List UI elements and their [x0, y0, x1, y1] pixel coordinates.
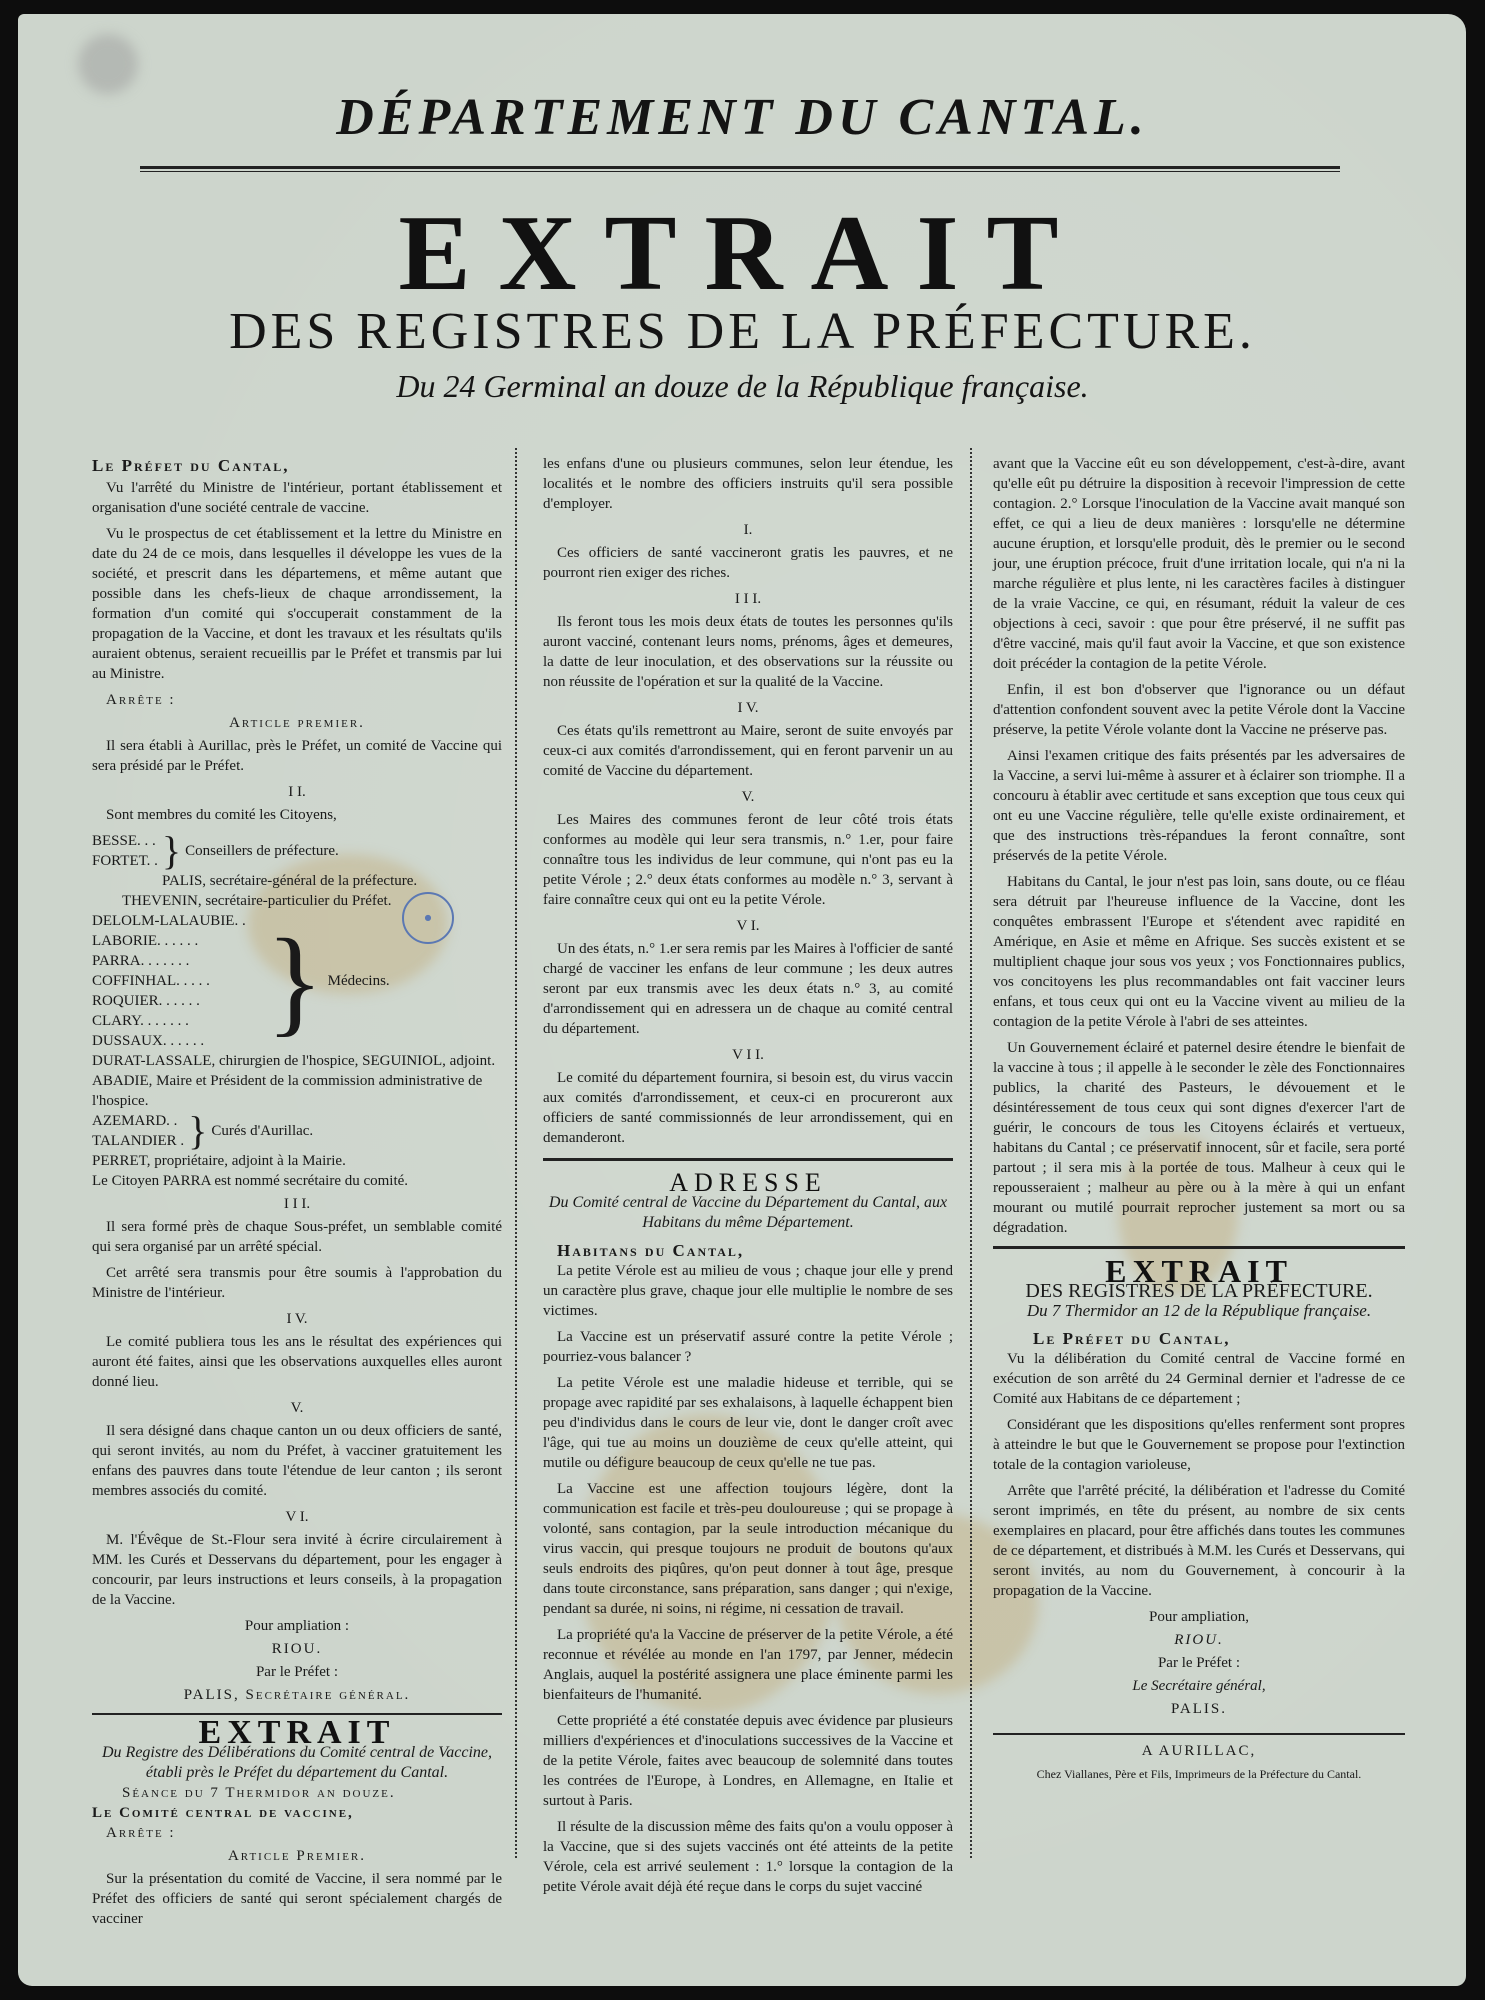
paragraph: Ils feront tous les mois deux états de toutes les personnes qu'ils auront vacciné, contenant leurs noms, prénoms, âges et demeures, la datte de leur inoculation, et des observations sur la réussite ou non réussite de l'opération et sur la qualité de la Vaccine. — [543, 614, 953, 690]
member-name: AZEMARD. . — [92, 1113, 178, 1129]
member-name: CLARY. . . . . . . — [92, 1013, 189, 1029]
adresse-title: ADRESSE — [669, 1168, 827, 1197]
article-heading: Article Premier. — [227, 1848, 367, 1864]
group-label: Curés d'Aurillac. — [211, 1123, 314, 1139]
article-heading: I I I. — [734, 591, 762, 607]
paragraph: Un des états, n.° 1.er sera remis par les Maires à l'officier de santé chargé de vacciner les enfans de leur commune ; les deux autres seront par eux transmis avec les deux états n.° 3, au comité d'arrondissement qui en adressera un de chaque au comité central du département. — [543, 941, 953, 1037]
right-column — [993, 454, 1405, 1787]
paragraph: Il résulte de la discussion même des faits qu'on a voulu opposer à la Vaccine, que si des sujets vaccinés ont été atteints de la petite Vérole, cela est arrivé seulement : 1.° lorsque la contagion de la petite Vérole avait déjà été reçue dans le corps du sujet vacciné — [543, 1819, 953, 1895]
prefet-opening: Le Préfet du Cantal, — [92, 456, 290, 475]
paragraph: Un Gouvernement éclairé et paternel desire étendre le bienfait de la vaccine à tous ; il appelle à le seconder le zèle des Fonctionnaires publics, la charité des Pasteurs, le dévouement et le désintéressement de tous ceux qui sont dignes d'exercer l'art de guérir, le concours de tous les Citoyens éclairés et vertueux, habitans du Cantal ; ce préservatif innocent, sûr et facile, sera porté partout ; il sera mis à la portée de tous. Malheur à ceux qui le repousseraient ; malheur au père ou à la mère à qui un enfant mourant ou mutilé pourrait reprocher justement sa mort ou sa dégradation. — [993, 1040, 1405, 1236]
article-heading: V. — [741, 789, 755, 805]
habitans-heading: Habitans du Cantal, — [557, 1241, 745, 1260]
library-stamp: ● — [402, 892, 454, 944]
imprint-printer: Chez Viallanes, Père et Fils, Imprimeurs de la Préfecture du Cantal. — [1036, 1767, 1362, 1781]
article-heading: V I I. — [732, 1047, 764, 1063]
paragraph: M. l'Évêque de St.-Flour sera invité à écrire circulairement à MM. les Curés et Desservans du département, pour les engager à concourir, par leurs instructions et leurs conseils, à la propagation de la Vaccine. — [92, 1532, 502, 1608]
paragraph: Le comité publiera tous les ans le résultat des expériences qui auront été faites, ainsi que les observations auxquelles elles auront donné lieu. — [92, 1334, 502, 1390]
member-name: BESSE. . . — [92, 833, 156, 849]
page-title: EXTRAIT — [398, 194, 1087, 313]
paragraph: Enfin, il est bon d'observer que l'ignorance ou un défaut d'attention confondent souvent avec la petite Vérole dont la Vaccine préserve, la petite Vérole volante dont la Vaccine ne préserve pas. — [993, 682, 1405, 738]
member-line: DURAT-LASSALE, chirurgien de l'hospice, SEGUINIOL, adjoint. — [92, 1053, 496, 1069]
member-name: DELOLM-LALAUBIE. . — [92, 913, 246, 929]
brace: } — [266, 914, 324, 1047]
section-rule — [993, 1733, 1405, 1735]
middle-column — [543, 454, 953, 1903]
prefet-opening: Le Préfet du Cantal, — [1033, 1329, 1231, 1348]
paragraph: Vu l'arrêté du Ministre de l'intérieur, portant établissement et organisation d'une société centrale de vaccine. — [92, 480, 502, 516]
article-heading: I V. — [737, 700, 759, 716]
ampliation: Pour ampliation : — [244, 1618, 350, 1634]
signature-palis: PALIS. — [1170, 1701, 1228, 1717]
paragraph: Il sera désigné dans chaque canton un ou deux officiers de santé, qui seront invités, au nom du Préfet, à vacciner gratuitement les enfans des pauvres dans toute l'étendue de leur canton ; ils seront membres associés du comité. — [92, 1423, 502, 1499]
paragraph: Considérant que les dispositions qu'elles renferment sont propres à atteindre le but que le Gouvernement se propose pour l'extinction totale de la contagion varioleuse, — [993, 1417, 1405, 1473]
section-subtitle: Du Registre des Délibérations du Comité central de Vaccine, établi près le Préfet du département du Cantal. — [102, 1744, 492, 1781]
article-heading: I I I. — [283, 1196, 311, 1212]
paragraph: Ces officiers de santé vaccineront gratis les pauvres, et ne pourront rien exiger des riches. — [543, 545, 953, 581]
paragraph: Les Maires des communes feront de leur côté trois états conformes au modèle qui leur sera transmis, n.° 1.er, pour faire connaître tous les individus de leur commune, qui n'ont pas eu la petite Vérole ; 2.° deux états conformes au modèle n.° 3, servant à faire connaître ceux qui ont eu la petite Vérole. — [543, 812, 953, 908]
conseillers-group — [92, 828, 502, 873]
section-subtitle: DES REGISTRES DE LA PRÉFECTURE. — [1025, 1280, 1373, 1302]
par-le-prefet: Par le Préfet : — [255, 1664, 339, 1680]
member-name: PARRA. . . . . . . — [92, 953, 190, 969]
member-name: FORTET. . — [92, 853, 158, 869]
imprint-city: A AURILLAC, — [1141, 1743, 1257, 1759]
paragraph: Sont membres du comité les Citoyens, — [106, 807, 337, 823]
member-line: THEVENIN, secrétaire-particulier du Préfet. — [122, 893, 392, 909]
ampliation: Pour ampliation, — [1149, 1609, 1249, 1625]
paragraph: Cette propriété a été constatée depuis avec évidence par plusieurs milliers d'expériences et d'inoculations successives de la Vaccine et de la petite Vérole, faites avec beaucoup de solemnité dans toutes les contrées de l'Europe, à Londres, en Allemagne, en Italie et surtout à Paris. — [543, 1713, 953, 1809]
paragraph: Il sera formé près de chaque Sous-préfet, un semblable comité qui sera organisé par un arrêté spécial. — [92, 1219, 502, 1255]
signature-riou: RIOU. — [1174, 1632, 1224, 1648]
article-heading: I I. — [288, 784, 306, 800]
signature-riou: RIOU. — [271, 1641, 323, 1657]
secretaire-general: Le Secrétaire général, — [1132, 1678, 1266, 1694]
arrete-label: Arrête : — [106, 1825, 176, 1841]
group-label: Médecins. — [327, 973, 390, 989]
article-heading: I V. — [286, 1311, 308, 1327]
section-title: EXTRAIT — [198, 1714, 396, 1751]
section-date: Du 7 Thermidor an 12 de la République française. — [1026, 1301, 1372, 1320]
paragraph: La Vaccine est un préservatif assuré contre la petite Vérole ; pourriez-vous balancer ? — [543, 1329, 953, 1365]
member-line: PERRET, propriétaire, adjoint à la Mairie. — [92, 1153, 346, 1169]
heading-rule — [140, 166, 1340, 172]
section-rule — [993, 1246, 1405, 1249]
paragraph: La petite Vérole est au milieu de vous ; chaque jour elle y prend un caractère plus grave, chaque jour elle multiplie le nombre de ses victimes. — [543, 1263, 953, 1319]
signature-palis: PALIS, Secrétaire général. — [183, 1687, 411, 1703]
paragraph: Vu le prospectus de cet établissement et la lettre du Ministre en date du 24 de ce mois, dans lesquelles il développe les vues de la société, et prescrit dans les départemens, et même autant que possible dans les chefs-lieux de chaque arrondissement, la formation d'un comité qui s'occuperait constamment de la propagation de la Vaccine, et dont les travaux et les résultats qu'ils auraient obtenus, seraient recueillis par le Préfet et transmis par lui au Ministre. — [92, 526, 502, 682]
member-name: COFFINHAL. . . . . — [92, 973, 210, 989]
article-heading: I. — [743, 522, 753, 538]
paragraph: Sur la présentation du comité de Vaccine, il sera nommé par le Préfet des officiers de santé qui seront spécialement chargés de vacciner — [92, 1871, 502, 1927]
paragraph: les enfans d'une ou plusieurs communes, selon leur étendue, les localités et le nombre des officiers instruits qu'il sera possible d'employer. — [543, 456, 953, 512]
brace: } — [188, 1108, 208, 1153]
paragraph: La Vaccine est une affection toujours légère, dont la communication est facile et très-peu douloureuse ; qui se propage à volonté, sans contagion, par la seule introduction mécanique du virus vaccin, qui presque toujours ne produit de boutons qu'aux seuls endroits des piqûres, qu'on peut donner à tout âge, presque dans toute circonstance, sans préparation, sans danger ; qui n'exige, pendant sa durée, ni soins, ni régime, ni cessation de travail. — [543, 1481, 953, 1617]
paragraph: La petite Vérole est une maladie hideuse et terrible, qui se propage avec rapidité par ses exhalaisons, à laquelle échappent bien peu d'individus dans le cours de leur vie, dont le danger croît avec l'âge, qui tue au moins un douzième de ceux qu'elle atteint, qui mutile ou défigure beaucoup de ceux qu'elle ne tue pas. — [543, 1375, 953, 1471]
paragraph: Habitans du Cantal, le jour n'est pas loin, sans doute, ou ce fléau sera détruit par l'heureuse influence de la Vaccine, dont les conquêtes embrassent l'Europe et s'étendent avec rapidité en Amérique, en Asie et même en Afrique. Ses succès existent et se multiplient chaque jour sous vos yeux ; vos Fonctionnaires publics, vos concitoyens les plus recommandables ont fait vacciner leurs enfans, et tous ceux qui ont eu la Vaccine vivent au milieu de la contagion de la petite Vérole à l'abri de ses atteintes. — [993, 874, 1405, 1030]
section-title: EXTRAIT — [1105, 1253, 1293, 1289]
paragraph: Ces états qu'ils remettront au Maire, seront de suite envoyés par ceux-ci aux comités d'arrondissement, qui en feront parvenir un au comité de Vaccine du département. — [543, 723, 953, 779]
member-line: PALIS, secrétaire-général de la préfecture. — [162, 873, 418, 889]
article-heading: V I. — [736, 918, 760, 934]
section-rule — [543, 1158, 953, 1161]
article-heading: V I. — [285, 1509, 309, 1525]
column-divider-left — [515, 448, 517, 1858]
paragraph: La propriété qu'a la Vaccine de préserver de la petite Vérole, a été reconnue et révélée au monde en l'an 1797, par Jenner, médecin Anglais, auquel la postérité assignera une place éminente parmi les bienfaiteurs de l'humanité. — [543, 1627, 953, 1703]
group-label: Conseillers de préfecture. — [185, 843, 339, 859]
paragraph: Arrête que l'arrêté précité, la délibération et l'adresse du Comité seront imprimés, en tête du présent, au nombre de six cents exemplaires en placard, pour être affichés dans toutes les communes de ce département, et distribués à M.M. les Curés et Desservans, qui seront invités, au nom du Gouvernement, à concourir à la propagation de la Vaccine. — [993, 1483, 1405, 1599]
article-heading: Article premier. — [229, 715, 365, 731]
brace: } — [161, 828, 182, 873]
left-column — [92, 456, 502, 1935]
adresse-subtitle: Du Comité central de Vaccine du Département du Cantal, aux Habitans du même Département. — [548, 1194, 948, 1231]
paragraph: avant que la Vaccine eût eu son développement, c'est-à-dire, avant qu'elle eût pu détruire la disposition à recevoir l'impression de cette contagion. 2.° Lorsque l'inoculation de la Vaccine avait manqué son effet, ce qui a lieu de deux manières : lorsqu'elle ne détermine aucune éruption, et lorsqu'elle produit, dès le premier ou le second jour, une éruption précoce, fruit d'une irritation locale, qui n'a ni la marche régulière et plus lente, ni les caractères faciles à distinguer de la vraie Vaccine, ce qui, en résumant, réduit la valeur de ces objections à ceci, savoir : que pour être préservé, il ne suffit pas d'être vacciné, mais qu'il faut avoir la Vaccine, et que son existence doit précéder la contagion de la petite Vérole. — [993, 456, 1405, 672]
cures-group — [92, 1108, 502, 1153]
department-heading: DÉPARTEMENT DU CANTAL. — [336, 89, 1149, 146]
member-name: DUSSAUX. . . . . . — [92, 1033, 205, 1049]
paragraph: Cet arrêté sera transmis pour être soumis à l'approbation du Ministre de l'intérieur. — [92, 1265, 502, 1301]
member-name: TALANDIER . — [92, 1133, 185, 1149]
comite-heading: Le Comité central de vaccine, — [92, 1805, 354, 1821]
section-rule — [92, 1713, 502, 1715]
page-subtitle: DES REGISTRES DE LA PRÉFECTURE. — [229, 303, 1256, 360]
paragraph: Vu la délibération du Comité central de Vaccine formé en exécution de son arrêté du 24 Germinal dernier et l'adresse de ce Comité aux Habitans de ce département ; — [993, 1351, 1405, 1407]
seance-date: Séance du 7 Thermidor an douze. — [122, 1785, 396, 1801]
par-le-prefet: Par le Préfet : — [1157, 1655, 1241, 1671]
member-name: ROQUIER. . . . . . — [92, 993, 200, 1009]
page-date: Du 24 Germinal an douze de la République française. — [396, 368, 1089, 404]
arrete-label: Arrête : — [106, 692, 176, 708]
column-divider-right — [970, 448, 972, 1858]
paragraph: Il sera établi à Aurillac, près le Préfet, un comité de Vaccine qui sera présidé par le Préfet. — [92, 738, 502, 774]
member-name: LABORIE. . . . . . — [92, 933, 199, 949]
member-line: Le Citoyen PARRA est nommé secrétaire du comité. — [92, 1173, 409, 1189]
paragraph: Ainsi l'examen critique des faits présentés par les adversaires de la Vaccine, a servi lui-même à assurer et à éclairer son triomphe. Il a concouru à établir avec certitude et sans exception que tous ceux qui ont eu une Vaccine régulière, telle qu'elle existe ordinairement, et que des instructions très-répandues la feront connaître, sont préservés de la petite Vérole. — [993, 748, 1405, 864]
article-heading: V. — [290, 1400, 304, 1416]
member-line: ABADIE, Maire et Président de la commission administrative de l'hospice. — [92, 1073, 483, 1109]
paragraph: Le comité du département fournira, si besoin est, du virus vaccin aux comités d'arrondissement, et ceux-ci en procureront aux officiers de santé commissionnés de leur arrondissement, qui en demanderont. — [543, 1070, 953, 1146]
